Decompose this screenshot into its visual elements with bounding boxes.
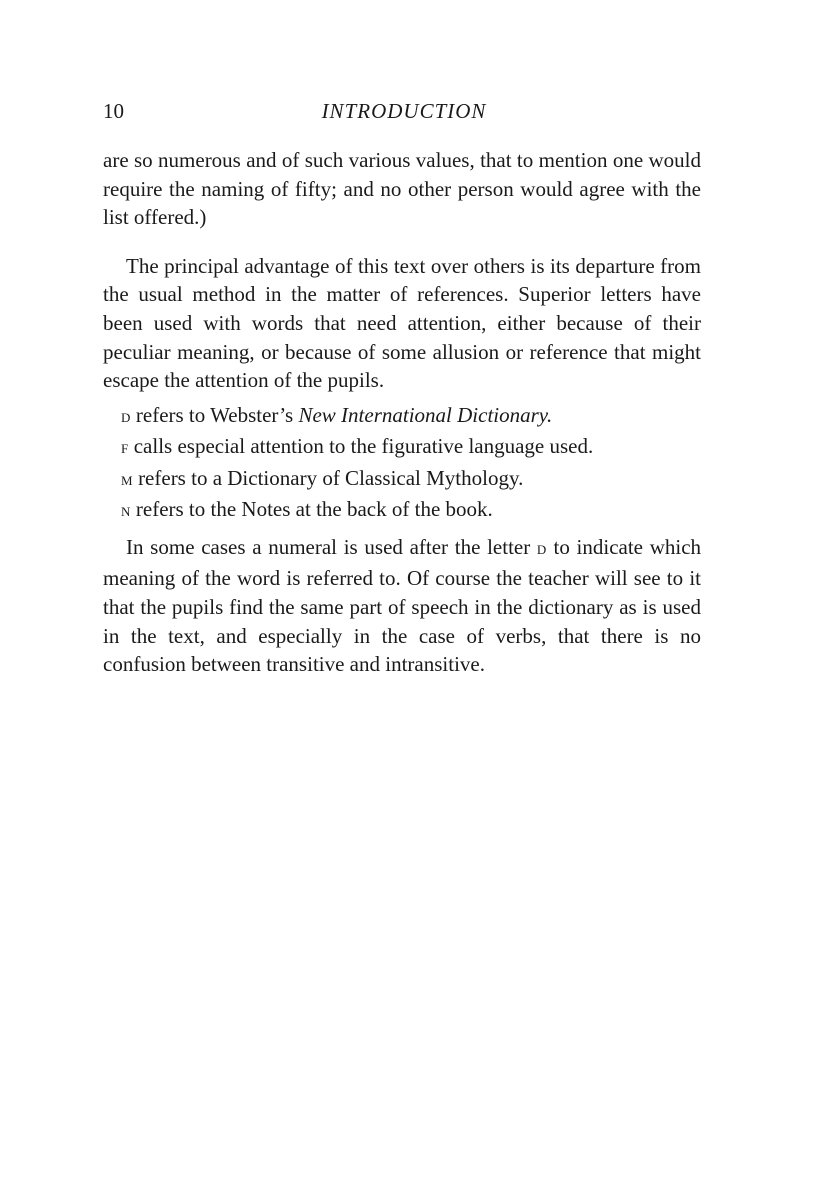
running-head: INTRODUCTION bbox=[321, 99, 487, 123]
reference-key-list bbox=[103, 401, 701, 527]
key-text-f: calls especial attention to the figurative language used. bbox=[133, 434, 594, 459]
key-letter-f: F bbox=[121, 441, 129, 457]
page-header bbox=[103, 96, 701, 126]
book-page bbox=[103, 96, 701, 679]
key-row-m bbox=[103, 464, 701, 496]
key-letter-n: N bbox=[121, 504, 131, 520]
key-row-d bbox=[103, 401, 701, 433]
last-paragraph-letter: D bbox=[536, 541, 547, 557]
last-paragraph-part1: In some cases a numeral is used after the letter bbox=[126, 534, 531, 559]
key-letter-d: D bbox=[121, 409, 131, 425]
principal-advantage-paragraph: The principal advantage of this text over others is its departure from the usual method in the matter of references. Superior letters have been used with words that need attention, either because of their peculiar meaning, or because of some allusion or reference that might escape the attention of the pupils. bbox=[103, 253, 701, 393]
key-text-n: refers to the Notes at the back of the book. bbox=[135, 497, 493, 522]
key-letter-m: M bbox=[121, 472, 134, 488]
key-text-d: refers to Webster’s bbox=[135, 402, 294, 427]
key-row-n bbox=[103, 495, 701, 527]
key-text-m: refers to a Dictionary of Classical Mythology. bbox=[138, 465, 524, 490]
key-row-f bbox=[103, 432, 701, 464]
numeral-usage-paragraph bbox=[103, 533, 701, 679]
key-italic-d: New International Dictionary. bbox=[298, 402, 553, 427]
page-number: 10 bbox=[103, 99, 124, 123]
continuation-paragraph: are so numerous and of such various values, that to mention one would require the naming of fifty; and no other person would agree with the list offered.) bbox=[103, 148, 701, 230]
last-paragraph-part2: to indicate which meaning of the word is referred to. Of course the teacher will see to it that the pupils find the same part of speech in the dictionary as is used in the text, and especially in the case of verbs, that there is no confusion between transitive and intransitive. bbox=[103, 534, 702, 677]
